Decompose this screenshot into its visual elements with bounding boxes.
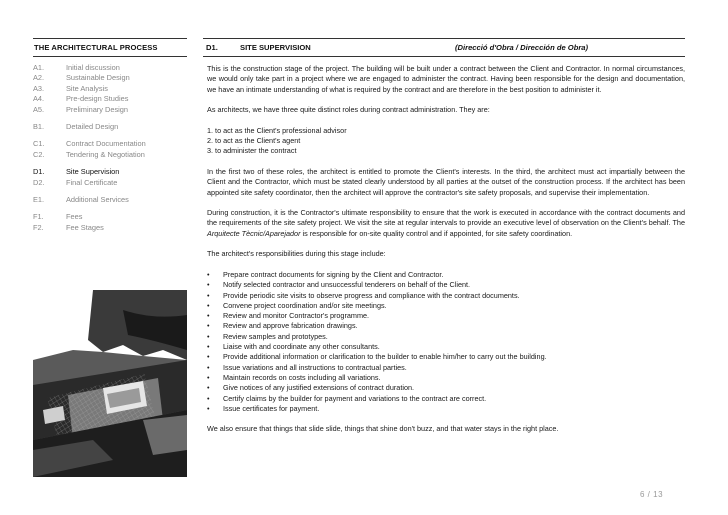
section-alt-title: (Direcció d'Obra / Dirección de Obra) [455,43,589,52]
responsibility-item: • Issue variations and all instructions to contractual parties. [207,363,685,373]
sidebar-item-a4[interactable] [33,94,187,104]
sidebar-group [33,195,187,205]
sidebar-item-code: F2. [33,222,44,232]
sidebar-item-a5[interactable] [33,105,187,115]
sidebar-item-code: F1. [33,212,44,222]
sidebar-item-code: D2. [33,177,45,187]
responsibility-item: • Notify selected contractor and unsuccessful tenderers on behalf of the Client. [207,280,685,290]
sidebar-item-d1[interactable] [33,167,187,177]
sidebar-item-code: A2. [33,73,45,83]
section-header [203,38,685,57]
responsibility-item: • Give notices of any justified extensions of contract duration. [207,383,685,393]
sidebar-item-label: Tendering & Negotiation [66,149,145,159]
main-content [203,38,685,445]
arquitecte-tecnic-term: Arquitecte Tècnic/Aparejador [207,228,301,238]
construction-site-photo [33,290,187,477]
sidebar-item-d2[interactable] [33,178,187,188]
sidebar-group [33,212,187,233]
sidebar-item-f2[interactable] [33,223,187,233]
sidebar-item-label: Initial discussion [66,63,120,72]
sidebar-item-label: Contract Documentation [66,139,146,149]
page-number: 6 / 13 [640,490,664,499]
sidebar-item-code: C2. [33,149,45,159]
sidebar-group [33,139,187,160]
sidebar-item-label: Fee Stages [66,222,104,232]
sidebar-item-code: A3. [33,83,45,93]
construction-paragraph [207,208,685,239]
responsibility-item: • Liaise with and coordinate any other consultants. [207,342,685,352]
sidebar-item-label: Additional Services [66,195,129,205]
sidebar-item-code: B1. [33,122,45,132]
sidebar-item-label: Site Supervision [66,167,120,177]
roles-intro-paragraph: As architects, we have three quite distinct roles during contract administration. They are: [207,105,490,115]
sidebar-group [33,63,187,115]
responsibilities-intro-paragraph: The architect's responsibilities during this stage include: [207,249,386,259]
construction-photo-image [33,290,187,477]
role-item: 2. to act as the Client's agent [207,136,301,146]
role-item: 1. to act as the Client's professional advisor [207,125,347,135]
responsibility-item: • Review and approve fabrication drawings. [207,321,685,331]
sidebar-item-label: Site Analysis [66,83,108,93]
sidebar-item-label: Final Certificate [66,177,118,187]
closing-paragraph: We also ensure that things that slide slide, things that shine don't buzz, and that water stays in the right place. [207,424,559,434]
sidebar-item-c1[interactable] [33,139,187,149]
roles-list [207,126,685,157]
sidebar-item-label: Fees [66,212,83,222]
intro-paragraph: This is the construction stage of the project. The building will be built under a contract between the Client and Contractor. In normal circumstances, we would only take part in a project where we are engaged to administer the contract. Having been responsible for the design and documentation, we have an intimate understanding of what is required by the contract and are therefore in the best position to administer it. [207,64,685,94]
roles-explanation-paragraph: In the first two of these roles, the architect is entitled to promote the Client's interests. In the third, the architect must act impartially between the Client and the Contractor, which must be stated clearly understood by all parties at the outset of the construction process. If the architect has been appointed site safety coordinator, then the architect will approve the contractor's site safety proposals, and supervise their implementation. [207,166,685,197]
sidebar-title: THE ARCHITECTURAL PROCESS [33,38,187,57]
sidebar-item-label: Detailed Design [66,122,119,132]
responsibility-item: • Issue certificates for payment. [207,404,685,414]
construction-text-2: is responsible for on-site quality control and if appointed, for site safety coordination. [300,228,573,238]
sidebar-item-c2[interactable] [33,150,187,160]
responsibility-item: • Provide periodic site visits to observe progress and compliance with the contract documents. [207,291,685,301]
responsibility-item: • Prepare contract documents for signing by the Client and Contractor. [207,270,685,280]
sidebar-item-code: A1. [33,63,45,72]
sidebar-item-a2[interactable] [33,73,187,83]
sidebar-item-code: C1. [33,139,45,149]
sidebar-item-code: D1. [33,167,45,177]
sidebar-item-code: A4. [33,94,45,104]
sidebar-item-label: Sustainable Design [66,73,130,83]
section-body [203,57,685,435]
responsibilities-list [207,270,685,414]
responsibility-item: • Review and monitor Contractor's programme. [207,311,685,321]
sidebar-item-label: Pre-design Studies [66,94,129,104]
sidebar-item-a1[interactable] [33,63,187,73]
sidebar-nav [33,63,187,233]
sidebar-group [33,122,187,132]
responsibility-item: • Review samples and prototypes. [207,332,685,342]
sidebar-item-f1[interactable] [33,212,187,222]
sidebar-group [33,167,187,188]
responsibility-item: • Provide additional information or clarification to the builder to enable him/her to carry out the building. [207,352,685,362]
sidebar-item-a3[interactable] [33,84,187,94]
responsibility-item: • Convene project coordination and/or site meetings. [207,301,685,311]
section-code: D1. [206,43,218,52]
section-title: SITE SUPERVISION [240,43,311,52]
sidebar-item-code: E1. [33,195,45,205]
sidebar-item-label: Preliminary Design [66,104,129,114]
responsibility-item: • Maintain records on costs including all variations. [207,373,685,383]
sidebar-item-b1[interactable] [33,122,187,132]
sidebar-item-e1[interactable] [33,195,187,205]
role-item: 3. to administer the contract [207,146,297,156]
construction-text-1: During construction, it is the Contractor's ultimate responsibility to ensure that the work is executed in accordance with the contract documents and the requirements of the site safety project. We visit the site at regular intervals to provide an executive level of observation on the Client's behalf. The [207,208,685,228]
sidebar-item-code: A5. [33,104,45,114]
responsibility-item: • Certify claims by the builder for payment and variations to the contract are correct. [207,394,685,404]
sidebar [33,38,187,240]
